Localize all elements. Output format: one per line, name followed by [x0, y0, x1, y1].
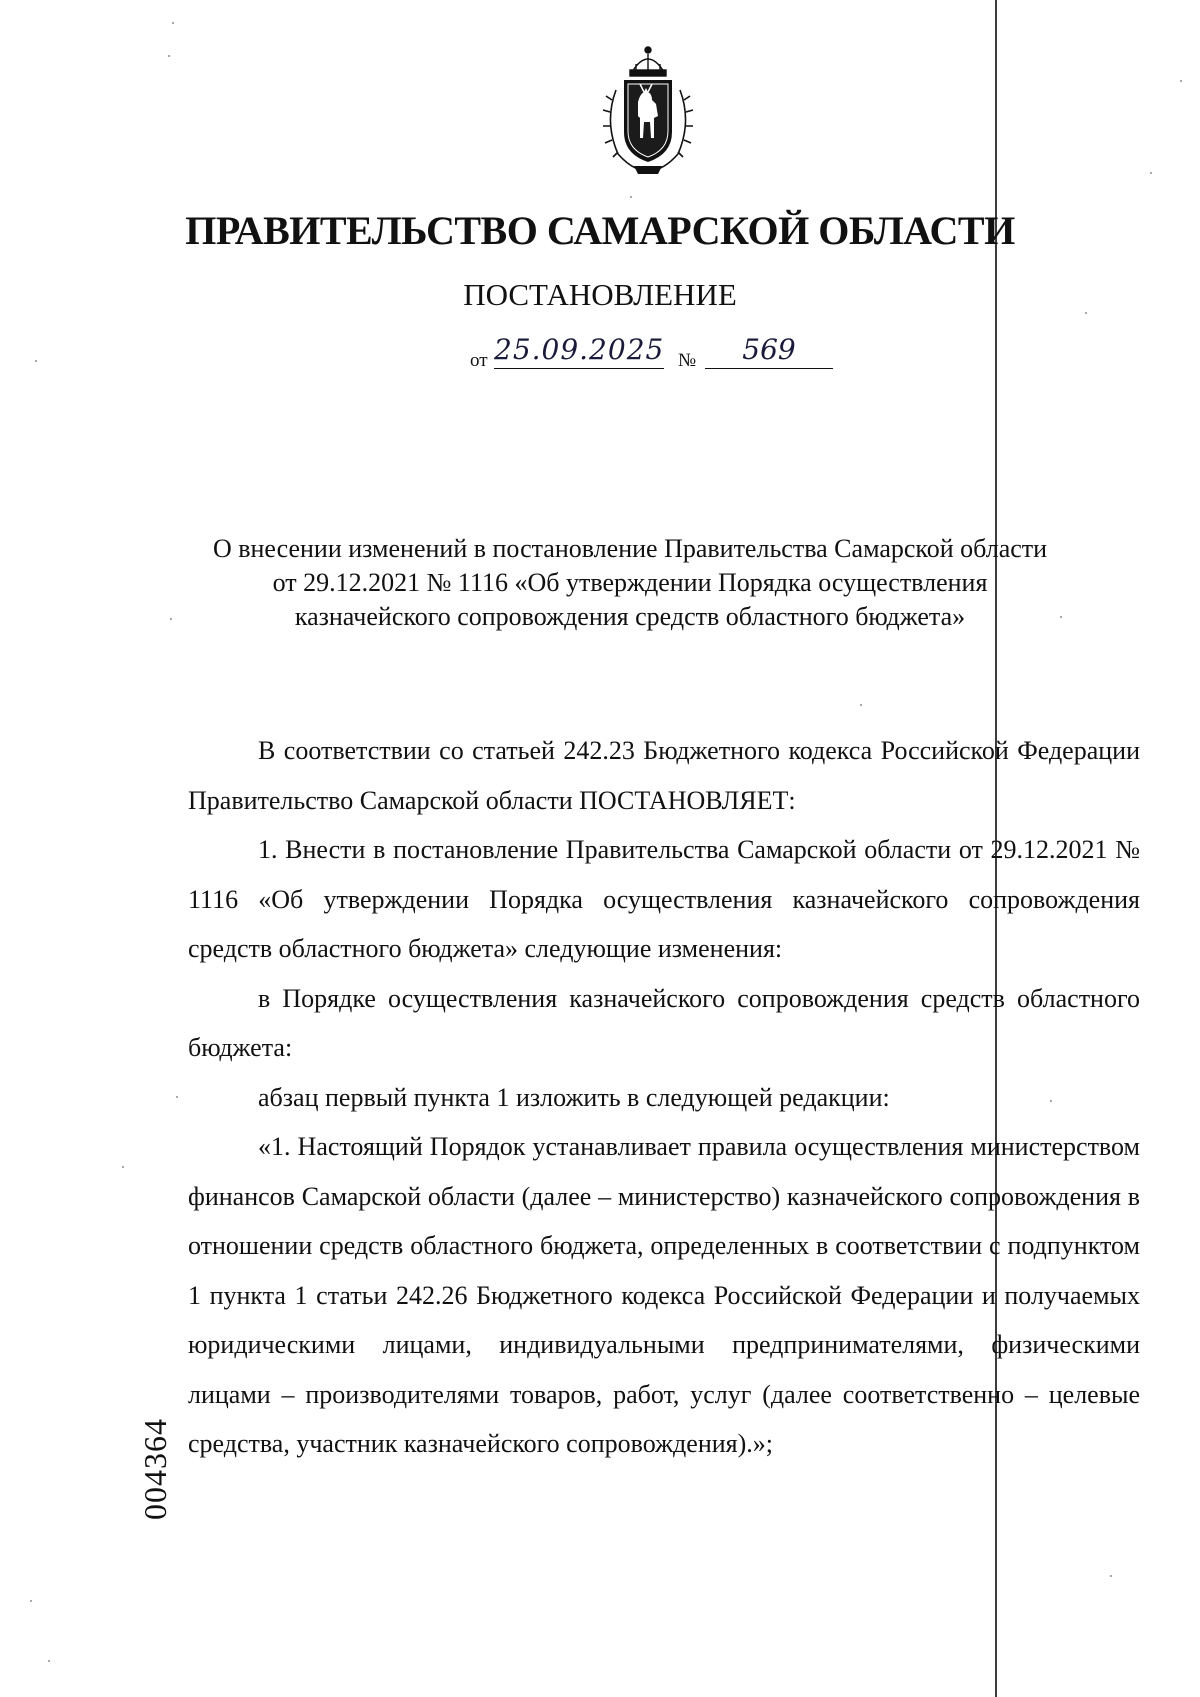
subject-line-3: казначейского сопровождения средств областного бюджета»: [294, 602, 966, 631]
date-prefix-label: от: [470, 350, 488, 371]
body-paragraph: в Порядке осуществления казначейского сопровождения средств областного бюджета:: [188, 983, 1140, 1062]
subject-line-2: от 29.12.2021 № 1116 «Об утверждении Порядка осуществления: [272, 568, 988, 597]
coat-of-arms-icon: [594, 42, 702, 178]
scan-speck: [1060, 616, 1062, 618]
scan-speck: [860, 704, 862, 706]
scan-speck: [1150, 172, 1152, 174]
body-paragraph: «1. Настоящий Порядок устанавливает правила осуществления министерством финансов Самарской области (далее – министерство) казначейского сопровождения в отношении средств областного бюджета, определенных в соответствии с подпунктом 1 пункта 1 статьи 242.26 Бюджетного кодекса Российской Федерации и получаемых юридическими лицами, индивидуальными предпринимателями, физическими лицами – производителями товаров, работ, услуг (далее соответственно – целевые средства, участник казначейского сопровождения).»;: [188, 1132, 1140, 1458]
scan-speck: [1180, 80, 1182, 82]
body-paragraph: 1. Внести в постановление Правительства Самарской области от 29.12.2021 № 1116 «Об утверждении Порядка осуществления казначейского сопровождения средств областного бюджета» следующие изменения:: [188, 835, 1140, 963]
scan-speck: [1050, 1100, 1052, 1102]
handwritten-number: 569: [705, 332, 833, 369]
date-number-line: [470, 332, 870, 376]
number-label: №: [678, 350, 697, 371]
document-subject: [150, 532, 1110, 634]
scan-speck: [1110, 1575, 1112, 1577]
scan-speck: [168, 55, 170, 57]
organization-title: ПРАВИТЕЛЬСТВО САМАРСКОЙ ОБЛАСТИ: [185, 208, 1015, 253]
body-paragraph: абзац первый пункта 1 изложить в следующей редакции:: [258, 1082, 890, 1112]
body-paragraph: В соответствии со статьей 242.23 Бюджетного кодекса Российской Федерации Правительство Самарской области ПОСТАНОВЛЯЕТ:: [188, 736, 1140, 815]
scan-speck: [1085, 312, 1087, 314]
scan-speck: [48, 1660, 50, 1662]
scan-speck: [170, 618, 172, 620]
scan-speck: [30, 1600, 32, 1602]
scan-speck: [630, 196, 632, 198]
scan-speck: [35, 360, 37, 362]
document-type-heading: ПОСТАНОВЛЕНИЕ: [463, 277, 737, 312]
handwritten-date: 25.09.2025: [494, 332, 664, 369]
scan-speck: [122, 1166, 124, 1168]
document-body: [188, 726, 1140, 1469]
subject-line-1: О внесении изменений в постановление Правительства Самарской области: [212, 534, 1048, 563]
scan-speck: [176, 1096, 178, 1098]
margin-serial-number: 004364: [137, 1418, 173, 1520]
scan-speck: [172, 22, 174, 24]
